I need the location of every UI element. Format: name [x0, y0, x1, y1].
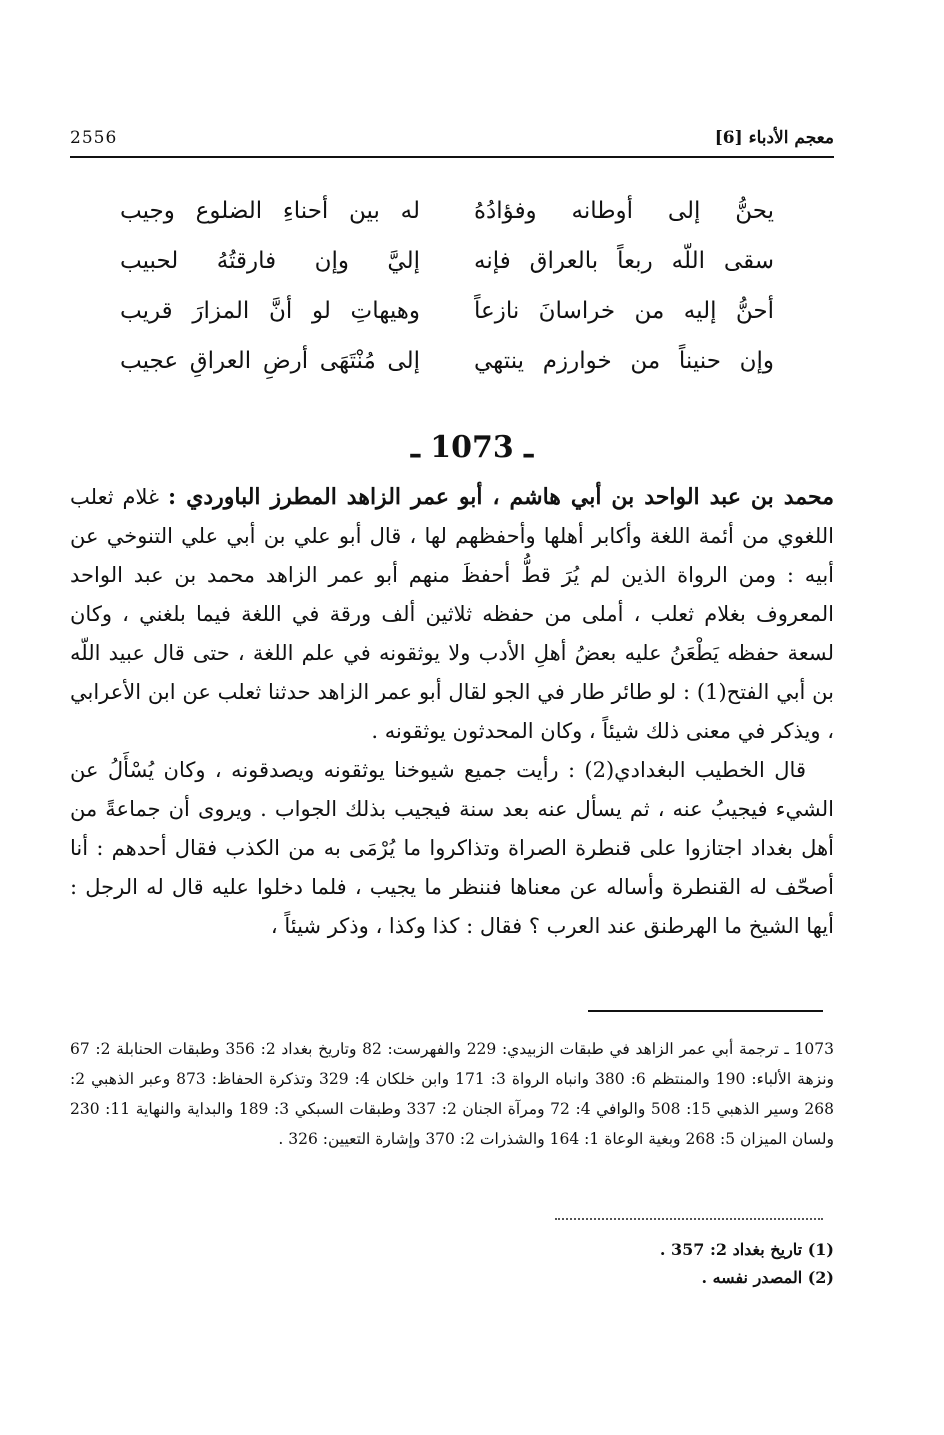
notes-separator	[588, 1010, 823, 1012]
bibliography-note	[70, 1034, 834, 1154]
verse-first-hemistich: أحنُّ إليه من خراسانَ نازعاً	[474, 298, 774, 324]
footnote: (2) المصدر نفسه .	[701, 1268, 834, 1287]
verse-second-hemistich: إلى مُنْتَهَى أرضِ العراقِ عجيب	[120, 348, 420, 374]
verse-first-hemistich: سقى اللّه ربعاً بالعراق فإنه	[474, 248, 774, 274]
book-title: معجم الأدباء [6]	[714, 128, 834, 148]
poem-verse	[120, 298, 774, 348]
footnote: (1) تاريخ بغداد 2: 357 .	[659, 1240, 834, 1259]
footnotes	[70, 1236, 834, 1292]
verse-first-hemistich: يحنُّ إلى أوطانه وفؤادُهُ	[474, 198, 774, 224]
entry-body	[70, 478, 834, 946]
poem	[120, 198, 774, 398]
entry-name: محمد بن عبد الواحد بن أبي هاشم ، أبو عمر الزاهد المطرز الباوردي :	[168, 484, 834, 510]
verse-second-hemistich: وهيهاتِ لو أنَّ المزارَ قريب	[120, 298, 420, 324]
verse-second-hemistich: له بين أحناءِ الضلوع وجيب	[120, 198, 420, 224]
entry-paragraph-2: قال الخطيب البغدادي(2) : رأيت جميع شيوخنا يوثقونه ويصدقونه ، وكان يُسْأَلُ عن الشيء فيجيبُ عنه ، ثم يسأل عنه بعد سنة فيجيب بذلك الجواب . ويروى أن جماعةً من أهل بغداد اجتازوا على قنطرة الصراة وتذاكروا ما يُرْمَى به من الكذب فقال أحدهم : أنا أصحّف له القنطرة وأساله عن معناها فننظر ما يجيب ، فلما دخلوا عليه قال له الرجل : أيها الشيخ ما الهرطنق عند العرب ؟ فقال : كذا وكذا ، وذكر شيئاً ،	[70, 758, 834, 938]
page-number: 2556	[70, 128, 118, 148]
verse-second-hemistich: إليَّ وإن فارقتُهُ لحبيب	[120, 248, 420, 274]
verse-first-hemistich: وإن حنيناً من خوارزم ينتهي	[474, 348, 774, 374]
entry-heading	[70, 478, 834, 751]
header-rule	[70, 156, 834, 158]
poem-verse	[120, 198, 774, 248]
running-header	[70, 128, 834, 158]
entry-paragraph-1: غلام ثعلب اللغوي من أئمة اللغة وأكابر أهلها وأحفظهم لها ، قال أبو علي بن أبي علي التنوخي عن أبيه : ومن الرواة الذين لم يُرَ قطُّ أحفظَ منهم أبو عمر الزاهد محمد بن عبد الواحد المعروف بغلام ثعلب ، أملى من حفظه ثلاثين ألف ورقة في اللغة فيما بلغني ، وكان لسعة حفظه يَطْعَنُ عليه بعضُ أهلِ الأدب ولا يوثقونه في علم اللغة ، حتى قال عبيد اللّه بن أبي الفتح(1) : لو طائر طار في الجو لقال أبو عمر الزاهد حدثنا ثعلب عن ابن الأعرابي ، ويذكر في معنى ذلك شيئاً ، وكان المحدثون يوثقونه .	[70, 485, 834, 743]
entry-number: ـ 1073 ـ	[411, 430, 533, 465]
poem-verse	[120, 348, 774, 398]
footnotes-separator	[555, 1218, 823, 1220]
poem-verse	[120, 248, 774, 298]
bibliography-text: 1073 ـ ترجمة أبي عمر الزاهد في طبقات الزبيدي: 229 والفهرست: 82 وتاريخ بغداد 2: 356 وطبقات الحنابلة 2: 67 ونزهة الألباء: 190 والمنتظم 6: 380 وانباه الرواة 3: 171 وابن خلكان 4: 329 وتذكرة الحفاظ: 873 وعبر الذهبي 2: 268 وسير الذهبي 15: 508 والوافي 4: 72 ومرآة الجنان 2: 337 وطبقات السبكي 3: 189 والبداية والنهاية 11: 230 ولسان الميزان 5: 268 وبغية الوعاة 1: 164 والشذرات 2: 370 وإشارة التعيين: 326 .	[70, 1040, 835, 1148]
